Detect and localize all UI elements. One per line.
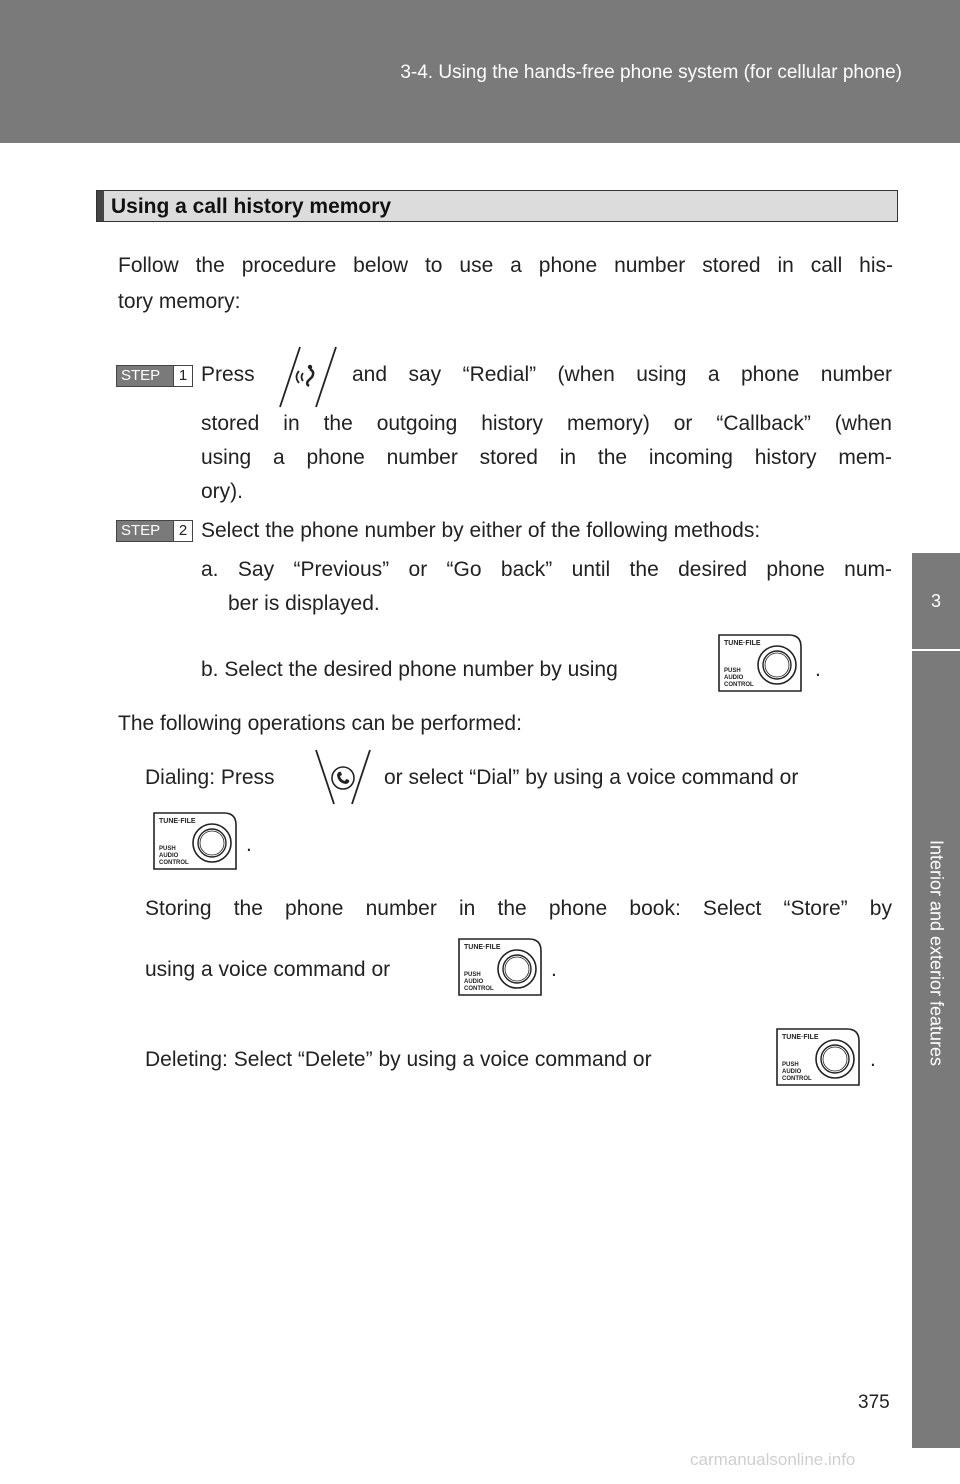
knob-label-top: TUNE·FILE bbox=[464, 944, 501, 951]
watermark: carmanualsonline.info bbox=[690, 1450, 856, 1469]
page-header bbox=[0, 0, 960, 143]
knob-label-top: TUNE·FILE bbox=[159, 818, 196, 825]
knob-label-push: PUSH bbox=[724, 668, 741, 674]
page-number: 375 bbox=[858, 1392, 890, 1413]
dialing-prefix: Dialing: Press bbox=[145, 766, 275, 789]
knob-label-control: CONTROL bbox=[782, 1076, 812, 1082]
knob-label-control: CONTROL bbox=[724, 682, 754, 688]
dialing-period: . bbox=[246, 833, 252, 856]
knob-label-top: TUNE·FILE bbox=[782, 1034, 819, 1041]
chapter-label: Interior and exterior features bbox=[926, 839, 947, 1067]
knob-label-audio: AUDIO bbox=[724, 675, 744, 681]
intro-line-2: tory memory: bbox=[118, 290, 241, 313]
side-tab-divider bbox=[912, 649, 960, 651]
knob-label-push: PUSH bbox=[464, 972, 481, 978]
step-1-badge-number: 1 bbox=[173, 366, 192, 386]
step-1-line-4: ory). bbox=[201, 480, 243, 503]
section-heading-bar bbox=[96, 190, 898, 222]
intro-line-1: Follow the procedure below to use a phone number stored in call his- bbox=[118, 254, 893, 277]
step-1-badge-label: STEP bbox=[121, 367, 161, 384]
knob-label-control: CONTROL bbox=[464, 986, 494, 992]
knob-label-audio: AUDIO bbox=[159, 853, 179, 859]
storing-line-1: Storing the phone number in the phone book: Select “Store” by bbox=[145, 897, 892, 920]
knob-label-control: CONTROL bbox=[159, 860, 189, 866]
knob-label-audio: AUDIO bbox=[464, 979, 484, 985]
deleting-line: Deleting: Select “Delete” by using a voice command or bbox=[145, 1048, 652, 1071]
knob-label-top: TUNE·FILE bbox=[724, 640, 761, 647]
knob-label-audio: AUDIO bbox=[782, 1069, 802, 1075]
off-hook-switch-icon bbox=[312, 746, 374, 808]
tune-file-knob-icon bbox=[773, 1027, 863, 1087]
tune-file-knob-icon bbox=[715, 633, 805, 693]
step-1-press: Press bbox=[201, 363, 255, 386]
step-2-option-a-line-1: a. Say “Previous” or “Go back” until the desired phone num- bbox=[201, 558, 892, 581]
operations-intro: The following operations can be performed: bbox=[118, 712, 522, 735]
talk-switch-icon bbox=[272, 343, 340, 411]
storing-line-2: using a voice command or bbox=[145, 958, 391, 981]
step-2-option-a-line-2: ber is displayed. bbox=[228, 592, 380, 615]
step-2-badge-label: STEP bbox=[121, 522, 161, 539]
chapter-side-tab bbox=[912, 553, 960, 1448]
step-1-line-2: stored in the outgoing history memory) or “Callback” (when bbox=[201, 412, 892, 435]
step-1-line-3: using a phone number stored in the incoming history mem- bbox=[201, 446, 892, 469]
knob-label-push: PUSH bbox=[159, 846, 176, 852]
step-1-badge bbox=[116, 365, 193, 387]
deleting-period: . bbox=[870, 1048, 876, 1071]
step-1-line-1: and say “Redial” (when using a phone number bbox=[352, 363, 892, 386]
tune-file-knob-icon bbox=[150, 811, 240, 871]
step-2-badge bbox=[116, 520, 193, 542]
step-2-option-b-period: . bbox=[815, 658, 821, 681]
step-2-badge-number: 2 bbox=[173, 521, 192, 541]
step-2-option-b: b. Select the desired phone number by using bbox=[201, 658, 618, 681]
step-2-text: Select the phone number by either of the following methods: bbox=[201, 519, 761, 542]
section-title: Using a call history memory bbox=[111, 195, 392, 218]
storing-period: . bbox=[551, 958, 557, 981]
header-title: 3-4. Using the hands-free phone system (for cellular phone) bbox=[400, 62, 902, 83]
knob-label-push: PUSH bbox=[782, 1062, 799, 1068]
chapter-number: 3 bbox=[930, 591, 941, 611]
dialing-rest: or select “Dial” by using a voice command or bbox=[384, 766, 799, 789]
tune-file-knob-icon bbox=[455, 937, 545, 997]
